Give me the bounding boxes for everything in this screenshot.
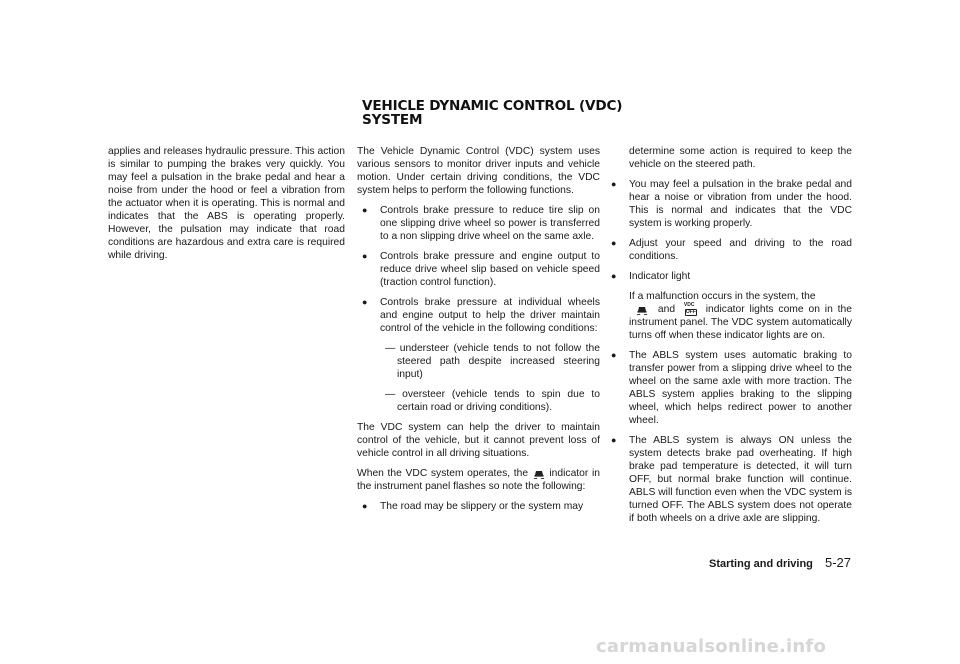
bullet-text: The road may be slippery or the system may [380, 501, 584, 513]
list-item-oversteer [357, 388, 600, 414]
bullet-text: Adjust your speed and driving to the road conditions. [629, 238, 852, 262]
page-footer [709, 556, 851, 571]
text-segment: and [657, 304, 676, 316]
bullet-text: determine some action is required to keep the vehicle on the steered path. [629, 146, 852, 170]
bullet-text: You may feel a pulsation in the brake pedal and hear a noise or vibration from under the hood. This is normal and indicates that the VDC system is working properly. [629, 179, 852, 229]
watermark-text: carmanualsonline.info [596, 636, 827, 657]
list-item [606, 434, 852, 525]
list-item-indicator-light [606, 270, 852, 342]
slip-indicator-icon [532, 467, 546, 480]
list-item-understeer [357, 342, 600, 381]
text-segment: indicator lights come on in the instrument panel. The VDC system automatically turns off when these indicator lights are on. [629, 304, 852, 342]
bullet-icon: ● [362, 205, 368, 215]
indicator-light-text [629, 290, 852, 342]
list-item [357, 296, 600, 335]
bullet-text: Controls brake pressure to reduce tire slip on one slipping drive wheel so power is transferred to a non slipping drive wheel on the same axle. [380, 205, 600, 242]
column-right [606, 145, 852, 532]
list-item-continued [606, 145, 852, 171]
column-middle [357, 145, 600, 520]
vdc-off-icon-top-text: VDC [683, 302, 695, 308]
vdc-operates-paragraph [357, 467, 600, 493]
dash-text: — oversteer (vehicle tends to spin due to certain road or driving conditions). [385, 389, 600, 413]
vdc-intro-paragraph: The Vehicle Dynamic Control (VDC) system uses various sensors to monitor driver inputs and vehicle motion. Under certain driving conditions, the VDC system helps to perform the following functions. [357, 146, 600, 196]
vdc-off-icon-bottom-text: OFF [685, 308, 696, 315]
bullet-icon: ● [611, 179, 617, 189]
list-item [357, 204, 600, 243]
vdc-limit-paragraph: The VDC system can help the driver to maintain control of the vehicle, but it cannot prevent loss of vehicle control in all driving situations. [357, 422, 600, 459]
bullet-icon: ● [362, 501, 368, 512]
list-item [357, 250, 600, 289]
text-segment: If a malfunction occurs in the system, the [629, 291, 816, 302]
column-left [108, 145, 345, 262]
text-segment: When the VDC system operates, the [357, 468, 529, 480]
bullet-text: The ABLS system is always ON unless the system detects brake pad overheating. If high brake pad temperature is detected, it will turn OFF, but normal brake function will continue. ABLS will function even when the VDC system is turned OFF. The ABLS system does not operate if both wheels on a drive axle are slipping. [629, 435, 852, 525]
bullet-icon: ● [611, 238, 617, 248]
bullet-icon: ● [611, 435, 617, 446]
bullet-icon: ● [611, 271, 617, 281]
list-item [606, 237, 852, 263]
bullet-text: Controls brake pressure at individual wheels and engine output to help the driver maintain control of the vehicle in the following conditions: [380, 297, 600, 334]
heading-line-2: SYSTEM [362, 112, 423, 128]
list-item [606, 178, 852, 230]
list-item [357, 500, 600, 513]
slip-indicator-icon [635, 303, 649, 316]
bullet-title: Indicator light [629, 271, 691, 282]
abs-continued-paragraph: applies and releases hydraulic pressure. This action is similar to pumping the brakes very quickly. You may feel a pulsation in the brake pedal and hear a noise from under the hood or feel a vibration from the actuator when it is operating. This is normal and indicates that the ABS is operating properly. However, the pulsation may indicate that road conditions are hazardous and extra care is required while driving. [108, 146, 345, 261]
vdc-off-indicator-icon [684, 303, 698, 316]
page-number: 5-27 [824, 555, 851, 570]
dash-text: — understeer (vehicle tends to not follow the steered path despite increased steering input) [385, 343, 600, 380]
bullet-icon: ● [362, 297, 368, 307]
bullet-text: Controls brake pressure and engine output to reduce drive wheel slip based on vehicle speed (traction control function). [380, 251, 600, 288]
text-segment: indicator in the instrument panel flashes so note the following: [357, 468, 600, 493]
footer-section-title: Starting and driving [709, 558, 813, 570]
bullet-text: The ABLS system uses automatic braking to transfer power from a slipping drive wheel to the wheel on the same axle with more traction. The ABLS system applies braking to the slipping wheel, which helps redirect power to another wheel. [629, 350, 852, 427]
list-item [606, 349, 852, 427]
heading-line-1: VEHICLE DYNAMIC CONTROL (VDC) [362, 98, 623, 114]
section-heading [362, 99, 662, 127]
bullet-icon: ● [611, 350, 617, 361]
bullet-icon: ● [362, 251, 368, 261]
